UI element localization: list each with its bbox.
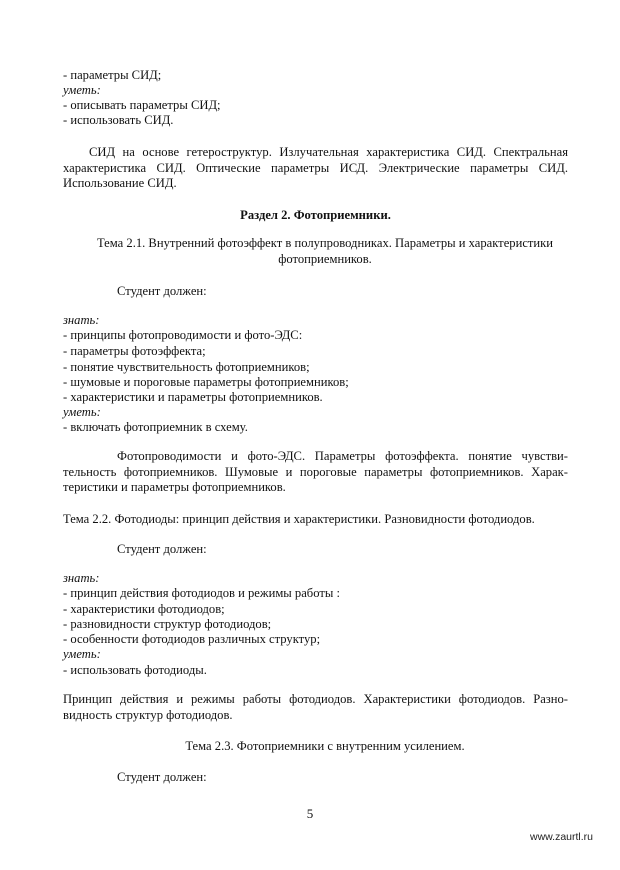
topic-title: Тема 2.2. Фотодиоды: принцип действия и характеристики. Разновидности фотодиодов. — [63, 512, 535, 526]
paragraph: СИД на основе гетероструктур. Излучательная характеристика СИД. Спектральная характеристика СИД. Оптические параметры ИСД. Электрические параметры СИД. Использование СИД. — [63, 145, 568, 190]
list-item: - особенности фотодиодов различных структур; — [63, 632, 321, 646]
list-item: - описывать параметры СИД; — [63, 98, 221, 112]
list-item: - использовать СИД. — [63, 113, 174, 127]
list-item: - понятие чувствительность фотоприемников; — [63, 360, 310, 374]
list-item: - шумовые и пороговые параметры фотоприемников; — [63, 375, 349, 389]
list-item: - использовать фотодиоды. — [63, 663, 207, 677]
student-must-label: Студент должен: — [117, 770, 207, 784]
section-title: Раздел 2. Фотоприемники. — [240, 208, 391, 222]
paragraph: Фотопроводимости и фото-ЭДС. Параметры фотоэффекта. понятие чувстви-тельность фотоприемников. Шумовые и пороговые параметры фотоприемников. Харак-теристики и параметры фотоприемников. — [63, 449, 568, 494]
website-watermark: www.zaurtl.ru — [529, 831, 593, 843]
paragraph: Принцип действия и режимы работы фотодиодов. Характеристики фотодиодов. Разно-видность структур фотодиодов. — [63, 692, 568, 722]
student-must-label: Студент должен: — [117, 284, 207, 298]
page-number: 5 — [306, 806, 314, 821]
list-item: - характеристики и параметры фотоприемников. — [63, 390, 323, 404]
list-heading: уметь: — [63, 647, 101, 661]
list-item: - принципы фотопроводимости и фото-ЭДС: — [63, 328, 303, 342]
list-heading: уметь: — [63, 405, 101, 419]
list-heading: уметь: — [63, 83, 101, 97]
list-item: - параметры СИД; — [63, 68, 162, 82]
topic-title: Тема 2.1. Внутренний фотоэффект в полупроводниках. Параметры и характеристики фотоприемников. — [96, 236, 554, 266]
list-heading: знать: — [63, 571, 100, 585]
list-heading: знать: — [63, 313, 100, 327]
list-item: - разновидности структур фотодиодов; — [63, 617, 272, 631]
list-item: - включать фотоприемник в схему. — [63, 420, 248, 434]
list-item: - характеристики фотодиодов; — [63, 602, 225, 616]
topic-title: Тема 2.3. Фотоприемники с внутренним усилением. — [185, 739, 465, 753]
list-item: - параметры фотоэффекта; — [63, 344, 206, 358]
list-item: - принцип действия фотодиодов и режимы работы : — [63, 586, 340, 600]
student-must-label: Студент должен: — [117, 542, 207, 556]
